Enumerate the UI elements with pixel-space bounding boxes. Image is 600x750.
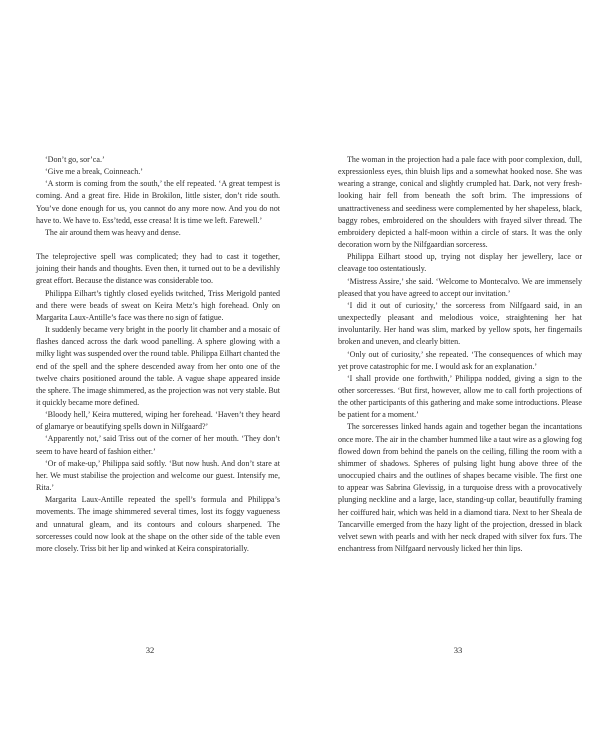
paragraph: The woman in the projection had a pale face with poor complexion, dull, expressionless eyes, thin bluish lips and a somewhat hooked nose. She was wearing a strange, conical and slightly crumpled hat. Dark, not very fresh-looking hair fell from beneath the soft brim. The impressions of unattractiveness and seediness were complemented by her shapeless, black, baggy robes, embroidered on the shoulders with frayed silver thread. The embroidery depicted a half-moon within a circle of stars. It was the only decoration worn by the Nilfgaardian sorceress. bbox=[338, 155, 582, 250]
left-page-text bbox=[36, 154, 280, 555]
page-number: 33 bbox=[453, 645, 463, 655]
right-page bbox=[300, 0, 600, 750]
page-number: 32 bbox=[145, 645, 155, 655]
paragraph: ‘Or of make-up,’ Philippa said softly. ‘But now hush. And don’t stare at her. We must stabilise the projection and welcome our guest. Intensify me, Rita.’ bbox=[36, 458, 280, 493]
paragraph: ‘A storm is coming from the south,’ the elf repeated. ‘A great tempest is coming. And a great fire. Hide in Brokilon, little sister, don’t ride south. You’ve done enough for us, you cannot do any more now. And you do not have to. We have to. Ess’tedd, esse creasa! It is time we left. Farewell.’ bbox=[36, 179, 280, 225]
paragraph: Margarita Laux-Antille repeated the spell’s formula and Philippa’s movements. The image shimmered several times, lost its foggy vagueness and unnatural gleam, and its contours and colours sharpened. The sorceresses could now look at the shape on the other side of the table even more closely. Triss bit her lip and winked at Keira conspiratorially. bbox=[36, 495, 280, 553]
paragraph: The air around them was heavy and dense. bbox=[45, 227, 181, 237]
paragraph: Philippa Eilhart stood up, trying not display her jewellery, lace or cleavage too ostentatiously. bbox=[338, 252, 582, 274]
paragraph: ‘Mistress Assire,’ she said. ‘Welcome to Montecalvo. We are immensely pleased that you have agreed to accept our invitation.’ bbox=[338, 276, 582, 298]
paragraph: ‘Apparently not,’ said Triss out of the corner of her mouth. ‘They don’t seem to have heard of fashion either.’ bbox=[36, 434, 280, 456]
paragraph: Philippa Eilhart’s tightly closed eyelids twitched, Triss Merigold panted and there were beads of sweat on Keira Metz’s high forehead. Only on Margarita Laux-Antille’s face was there no sign of fatigue. bbox=[36, 288, 280, 322]
paragraph: The sorceresses linked hands again and together began the incantations once more. The air in the chamber hummed like a taut wire as a glowing fog flowed down from behind the panels on the ceiling, filling the room with a shimmer of shadows. Spheres of pulsing light hung above three of the unoccupied chairs and the outlines of shapes became visible. The first one to appear was Sabrina Glevissig, in a turquoise dress with a provocatively plunging neckline and a large, lace, standing-up collar, beautifully framing her coiffured hair, which was held in a diamond tiara. Next to her Sheala de Tancarville emerged from the hazy light of the projection, dressed in black velvet sewn with pearls and with her neck draped with silver fox furs. The enchantress from Nilfgaard nervously licked her thin lips. bbox=[338, 422, 582, 553]
paragraph: The teleprojective spell was complicated; they had to cast it together, joining their hands and thoughts. Even then, it turned out to be a devilishly great effort. Because the distance was considerable too. bbox=[36, 252, 280, 286]
paragraph: ‘Only out of curiosity,’ she repeated. ‘The consequences of which may yet prove catastrophic for me. I would ask for an explanation.’ bbox=[338, 349, 582, 371]
paragraph: ‘Bloody hell,’ Keira muttered, wiping her forehead. ‘Haven’t they heard of glamarye or beautifying spells down in Nilfgaard?’ bbox=[36, 410, 280, 432]
paragraph: ‘I shall provide one forthwith,’ Philippa nodded, giving a sign to the other sorceresses. ‘But first, however, allow me to call forth projections of the other participants of this gathering and make some introductions. Please be patient for a moment.’ bbox=[338, 373, 582, 420]
right-page-text bbox=[338, 154, 582, 555]
paragraph: ‘Give me a break, Coinneach.’ bbox=[45, 167, 143, 177]
paragraph: It suddenly became very bright in the poorly lit chamber and a mosaic of flashes danced across the dark wood panelling. A sphere glowing with a milky light was suspended over the round table. Philippa Eilhart chanted the end of the spell and the sphere descended away from her onto one of the twelve chairs positioned around the table. A vague shape appeared inside the sphere. The image shimmered, as the projection was not very stable. But it quickly became more defined. bbox=[36, 325, 280, 407]
paragraph: ‘Don’t go, sor’ca.’ bbox=[45, 155, 105, 164]
paragraph: ‘I did it out of curiosity,’ the sorceress from Nilfgaard said, in an unexpectedly pleasant and melodious voice, straightening her hat involuntarily. Her hand was slim, marked by yellow spots, her fingernails broken and uneven, and clearly bitten. bbox=[338, 300, 582, 347]
